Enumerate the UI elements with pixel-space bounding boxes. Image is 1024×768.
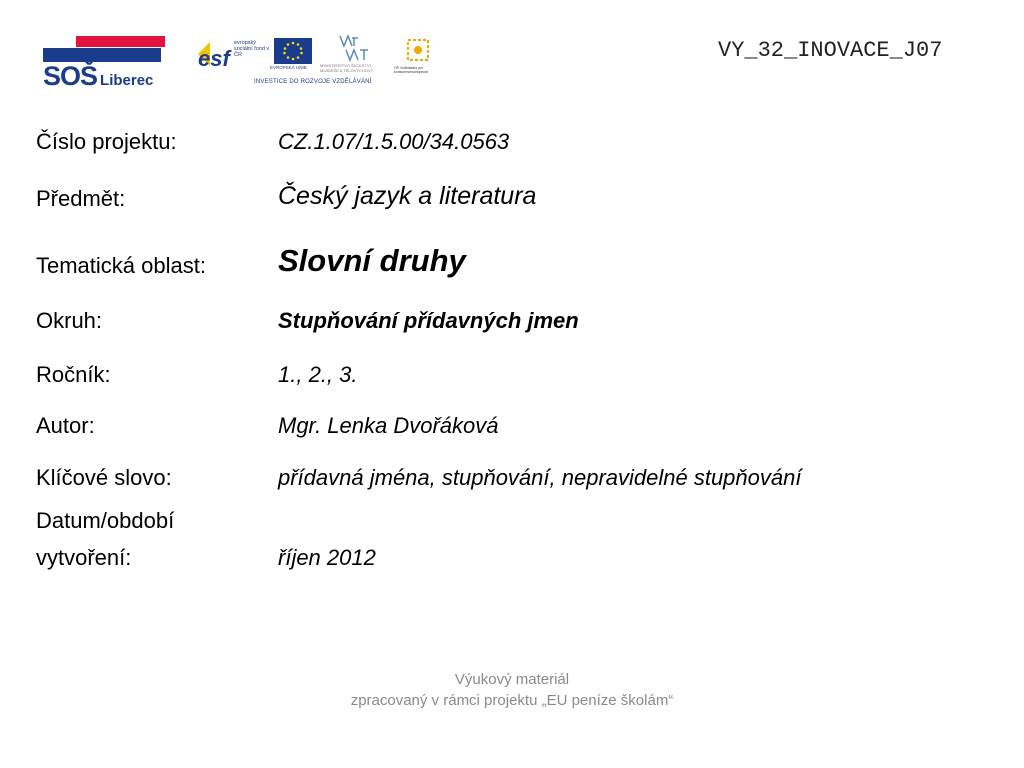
label-projekt: Číslo projektu: bbox=[36, 129, 177, 154]
logo-sos-text: SOŠ bbox=[43, 61, 98, 91]
label-datum-line2: vytvoření: bbox=[36, 545, 132, 570]
value-klicove: přídavná jména, stupňování, nepravidelné stupňování bbox=[278, 465, 802, 490]
msmt-mark-icon bbox=[326, 34, 386, 64]
value-predmet: Český jazyk a literatura bbox=[278, 182, 537, 210]
op-mark-icon bbox=[396, 36, 442, 66]
label-okruh: Okruh: bbox=[36, 308, 103, 333]
value-autor: Mgr. Lenka Dvořáková bbox=[278, 413, 499, 438]
label-klicove: Klíčové slovo: bbox=[36, 465, 172, 490]
label-oblast: Tematická oblast: bbox=[36, 253, 206, 278]
label-autor: Autor: bbox=[36, 413, 95, 438]
label-rocnik: Ročník: bbox=[36, 362, 111, 387]
investice-text: INVESTICE DO ROZVOJE VZDĚLÁVÁNÍ bbox=[254, 79, 372, 85]
value-oblast: Slovní druhy bbox=[278, 243, 466, 278]
logo-text bbox=[43, 61, 153, 92]
label-predmet: Předmět: bbox=[36, 186, 126, 211]
logo-city-text: Liberec bbox=[100, 72, 154, 89]
value-datum: říjen 2012 bbox=[278, 545, 376, 570]
footer-line2: zpracovaný v rámci projektu „EU peníze školám“ bbox=[350, 692, 674, 709]
sos-liberec-logo bbox=[43, 36, 165, 92]
msmt-subtitle: MINISTERSTVO ŠKOLSTVÍ, MLÁDEŽE A TĚLOVÝCHOVY bbox=[320, 63, 374, 73]
label-datum-line1: Datum/období bbox=[36, 508, 175, 533]
eu-flag-icon bbox=[274, 38, 312, 64]
esf-subtitle: evropský sociální fond v ČR bbox=[234, 40, 270, 58]
logo-red-bar bbox=[76, 36, 165, 47]
value-rocnik: 1., 2., 3. bbox=[278, 362, 358, 387]
eu-subtitle: EVROPSKÁ UNIE bbox=[270, 65, 307, 70]
value-okruh: Stupňování přídavných jmen bbox=[278, 308, 579, 333]
partner-logos bbox=[196, 34, 446, 88]
esf-word: esf bbox=[198, 46, 230, 71]
footer-line1: Výukový materiál bbox=[454, 671, 570, 688]
value-projekt: CZ.1.07/1.5.00/34.0563 bbox=[278, 129, 510, 154]
document-code: VY_32_INOVACE_J07 bbox=[718, 38, 943, 63]
logo-blue-bar bbox=[43, 48, 161, 62]
esf-logo bbox=[196, 38, 236, 72]
op-subtitle: OP Vzdělávání pro konkurenceschopnost bbox=[394, 66, 429, 74]
